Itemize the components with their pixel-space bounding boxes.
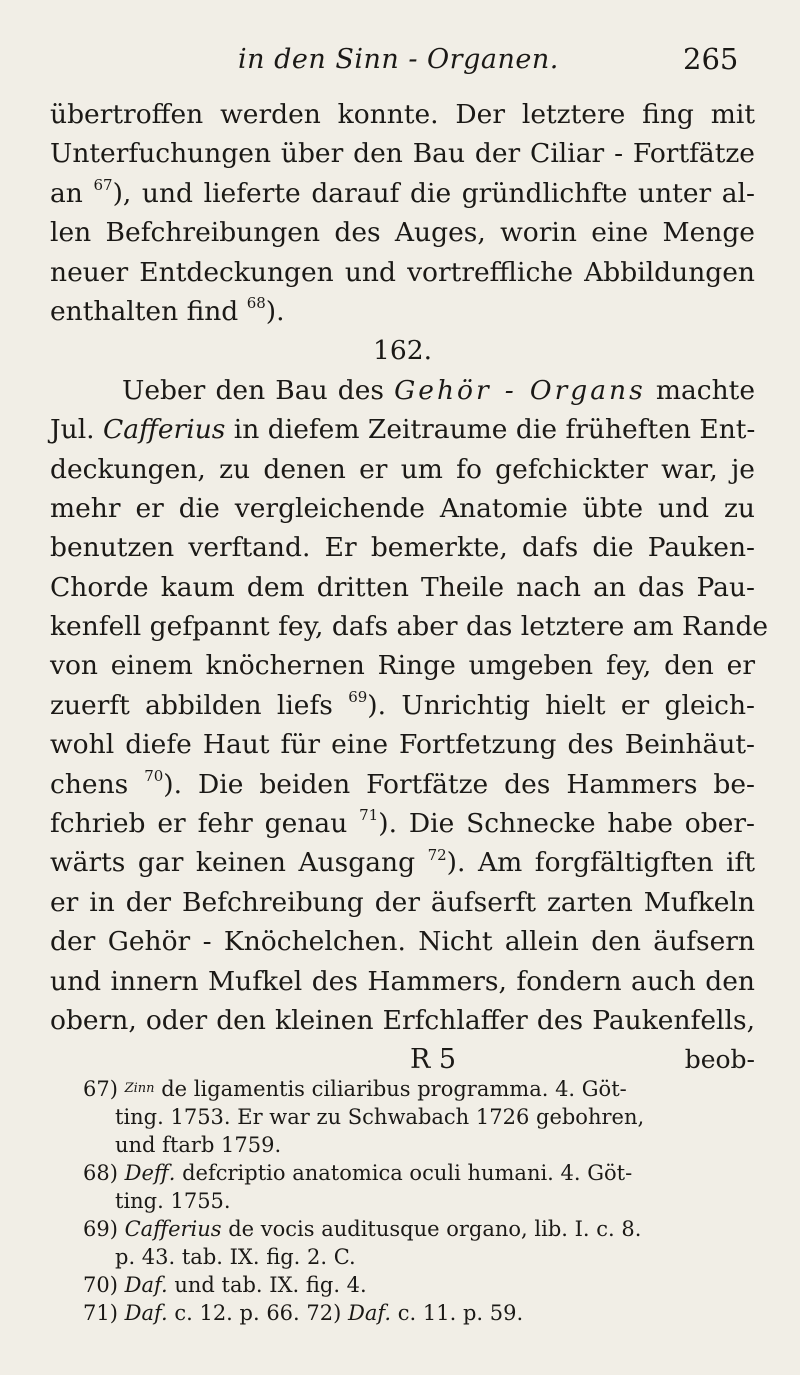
- signature-mark: R 5: [410, 1044, 457, 1076]
- footnote-69: 69) Cafferius de vocis auditusque organo, lib. I. c. 8. p. 43. tab. IX. fig. 2. C.: [83, 1217, 642, 1269]
- text-line: wohl diefe Haut für eine Fortfetzung des Beinhäut-: [50, 729, 755, 761]
- footnote-72: 72) Daf. c. 11. p. 59.: [306, 1301, 524, 1325]
- signature-line: [50, 1040, 755, 1079]
- text-line: mehr er die vergleichende Anatomie übte und zu: [50, 492, 755, 524]
- running-title: in den Sinn - Organen.: [238, 44, 559, 75]
- text-line: Ueber den Bau des Gehör - Organs machte: [122, 374, 756, 406]
- footnote-ref: 68: [246, 294, 266, 313]
- spaced-term: Gehör - Organs: [394, 374, 646, 406]
- footnote-ref: 67: [93, 175, 113, 194]
- text-line: fchrieb er fehr genau $^{71}$). Die Schnecke habe ober-: [50, 806, 755, 840]
- footnote-67: 67) $^{Zinn}$ de ligamentis ciliaribus programma. 4. Göt- ting. 1753. Er war zu Schwabach 1726 gebohren, und ftarb 1759.: [83, 1077, 645, 1157]
- text-line: obern, oder den kleinen Erfchlaffer des Paukenfells,: [50, 1004, 755, 1036]
- text-line: enthalten find $^{68}$).: [50, 294, 285, 327]
- text-line: neuer Entdeckungen und vortreffliche Abbildungen: [50, 256, 755, 288]
- page-header: [0, 40, 800, 80]
- person-name: Cafferius: [103, 414, 226, 446]
- footnote-ref: 70: [144, 766, 164, 785]
- main-text: [50, 95, 769, 1080]
- text-line: Unterfuchungen über den Bau der Ciliar - Fortfätze: [50, 138, 755, 170]
- text-line: wärts gar keinen Ausgang $^{72}$). Am forgfältigften ift: [50, 845, 755, 879]
- footnote-ref: 69: [348, 688, 368, 707]
- text-line: Chorde kaum dem dritten Theile nach an das Pau-: [50, 571, 755, 603]
- text-line: kenfell gefpannt fey, dafs aber das letztere am Rande: [50, 611, 769, 643]
- text-line: zuerft abbilden liefs $^{69}$). Unrichtig hielt er gleich-: [50, 688, 755, 721]
- text-line: benutzen verftand. Er bemerkte, dafs die Pauken-: [50, 532, 755, 564]
- catchword: beob-: [684, 1045, 755, 1075]
- footnote-71-72: [83, 1299, 755, 1327]
- text-line: deckungen, zu denen er um fo gefchickter war, je: [50, 453, 755, 485]
- text-line: er in der Befchreibung der äufserft zarten Mufkeln: [50, 886, 755, 918]
- section-number: 162.: [372, 335, 432, 367]
- footnote-ref: 72: [427, 845, 447, 864]
- text-line: von einem knöchernen Ringe umgeben fey, den er: [50, 650, 755, 682]
- footnote-ref: 71: [359, 806, 379, 825]
- footnote-68: 68) Deff. defcriptio anatomica oculi humani. 4. Göt- ting. 1755.: [83, 1161, 633, 1213]
- footnotes: [83, 1075, 755, 1327]
- text-line: und innern Mufkel des Hammers, fondern auch den: [50, 965, 755, 997]
- text-line: der Gehör - Knöchelchen. Nicht allein den äufsern: [50, 926, 755, 958]
- text-line: an $^{67}$), und lieferte darauf die gründlichfte unter al-: [50, 175, 755, 209]
- footnote-71: 71) Daf. c. 12. p. 66.: [83, 1301, 300, 1325]
- text-line: chens $^{70}$). Die beiden Fortfätze des Hammers be-: [50, 766, 755, 800]
- text-line: übertroffen werden konnte. Der letztere fing mit: [50, 99, 755, 130]
- text-line: len Befchreibungen des Auges, worin eine Menge: [50, 217, 755, 249]
- page-number: 265: [683, 42, 739, 76]
- footnote-70: 70) Daf. und tab. IX. fig. 4.: [83, 1273, 367, 1297]
- text-line: Jul. Cafferius in diefem Zeitraume die früheften Ent-: [50, 414, 756, 446]
